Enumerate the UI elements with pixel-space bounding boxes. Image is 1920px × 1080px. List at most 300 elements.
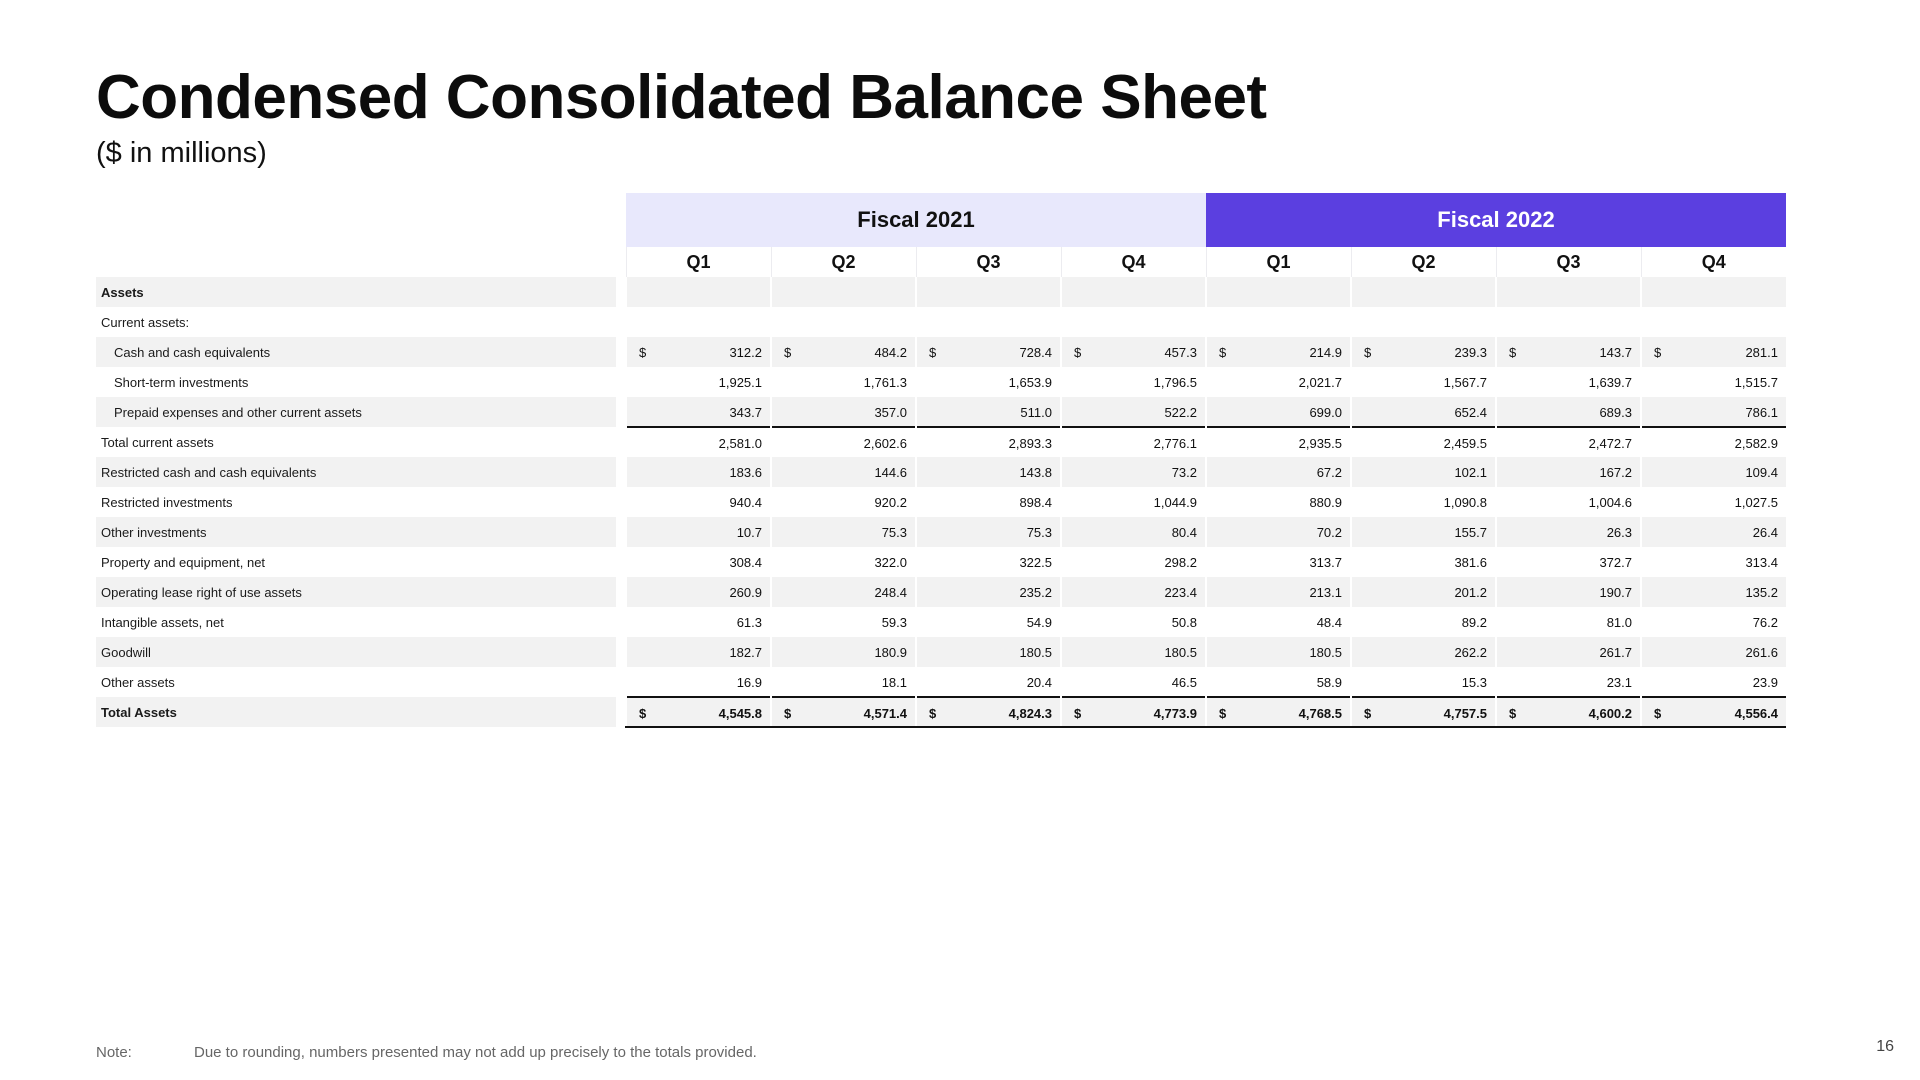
value-cell [916,487,1061,517]
cell-value: 261.7 [1599,645,1632,660]
value-cell [1351,607,1496,637]
currency-symbol: $ [1509,345,1517,360]
cell-value: 1,004.6 [1588,495,1632,510]
value-cell [1496,337,1641,367]
row-label: Intangible assets, net [101,614,224,630]
row-label: Operating lease right of use assets [96,577,616,607]
cell-value: 10.7 [736,525,762,540]
value-cell [626,577,771,607]
value-cell [626,397,771,427]
value-cell [1206,637,1351,667]
currency-symbol: $ [1219,345,1227,360]
cell-value: 4,571.4 [863,706,907,721]
cell-value: 381.6 [1454,555,1487,570]
page-title: Condensed Consolidated Balance Sheet [96,63,1267,132]
value-cell [1641,427,1786,457]
value-cell [1351,427,1496,457]
table-row [96,277,1786,307]
cell-value: 2,935.5 [1298,436,1342,451]
cell-value: 511.0 [1020,405,1052,420]
value-cell [916,337,1061,367]
cell-value: 281.1 [1745,345,1778,360]
value-cell [771,337,916,367]
value-cell [1206,457,1351,487]
value-cell [1206,607,1351,637]
value-cell [1641,487,1786,517]
value-cell [1351,637,1496,667]
value-cell [1351,397,1496,427]
value-cell [1206,517,1351,547]
row-gap [616,577,626,607]
currency-symbol: $ [1364,345,1372,360]
cell-value: 372.7 [1599,555,1632,570]
value-cell [771,427,916,457]
row-gap [616,487,626,517]
row-label: Total Assets [96,697,616,727]
value-cell [626,427,771,457]
value-cell [1496,577,1641,607]
currency-symbol: $ [1364,706,1372,721]
value-cell [1206,487,1351,517]
value-cell [1061,667,1206,697]
cell-value: 308.4 [729,555,762,570]
cell-value: 76.2 [1752,615,1778,630]
cell-value: 18.1 [881,675,907,690]
value-cell [1061,457,1206,487]
currency-symbol: $ [1074,706,1082,721]
row-label: Restricted investments [101,494,233,510]
value-cell [1351,667,1496,697]
cell-value: 54.9 [1026,615,1052,630]
row-label: Other assets [101,674,175,690]
value-cell [1496,277,1641,307]
cell-value: 2,581.0 [718,436,762,451]
value-cell [916,367,1061,397]
value-cell [1641,667,1786,697]
value-cell [1641,397,1786,427]
value-cell [1206,337,1351,367]
cell-value: 180.5 [1309,645,1342,660]
cell-value: 313.7 [1309,555,1342,570]
value-cell [1206,277,1351,307]
value-cell [771,697,916,727]
note-label: Note: [96,1044,132,1061]
cell-value: 260.9 [729,585,762,600]
value-cell [916,577,1061,607]
currency-symbol: $ [639,706,647,721]
cell-value: 4,773.9 [1153,706,1197,721]
value-cell [1351,697,1496,727]
row-label: Current assets: [101,314,190,330]
row-label: Short-term investments [114,374,249,390]
row-gap [616,307,626,337]
cell-value: 1,044.9 [1153,495,1197,510]
cell-value: 940.4 [729,495,762,510]
cell-value: 786.1 [1745,405,1778,420]
cell-value: 2,893.3 [1008,436,1052,451]
table-row [96,367,1786,397]
currency-symbol: $ [1654,706,1662,721]
currency-symbol: $ [784,706,792,721]
value-cell [1351,367,1496,397]
value-cell [1061,427,1206,457]
header-gap [616,193,626,247]
cell-value: 298.2 [1164,555,1197,570]
value-cell [626,667,771,697]
value-cell [1496,667,1641,697]
cell-value: 4,824.3 [1008,706,1052,721]
cell-value: 2,602.6 [863,436,907,451]
table-row [96,487,1786,517]
cell-value: 190.7 [1599,585,1632,600]
quarter-header: Q2 [771,247,916,277]
quarter-header-row [96,247,1786,277]
header-gap [616,247,626,277]
cell-value: 1,090.8 [1443,495,1487,510]
table-row [96,577,1786,607]
value-cell [916,547,1061,577]
cell-value: 1,515.7 [1734,375,1778,390]
row-gap [616,547,626,577]
value-cell [1496,457,1641,487]
cell-value: 183.6 [729,465,762,480]
value-cell [1641,637,1786,667]
cell-value: 4,556.4 [1734,706,1778,721]
value-cell [1496,517,1641,547]
cell-value: 180.9 [874,645,907,660]
table-row [96,637,1786,667]
cell-value: 728.4 [1019,345,1052,360]
cell-value: 2,776.1 [1153,436,1197,451]
value-cell [1061,487,1206,517]
value-cell [1496,547,1641,577]
currency-symbol: $ [929,706,937,721]
cell-value: 26.3 [1606,525,1632,540]
value-cell [1641,307,1786,337]
quarter-header: Q3 [1496,247,1641,277]
value-cell [1061,697,1206,727]
value-cell [916,607,1061,637]
value-cell [1351,547,1496,577]
cell-value: 59.3 [881,615,907,630]
cell-value: 1,639.7 [1588,375,1632,390]
value-cell [1061,337,1206,367]
value-cell [1206,697,1351,727]
cell-value: 898.4 [1019,495,1052,510]
value-cell [916,397,1061,427]
row-gap [616,277,626,307]
cell-value: 102.1 [1454,465,1487,480]
page-subtitle: ($ in millions) [96,137,267,169]
cell-value: 109.4 [1745,465,1778,480]
value-cell [1061,637,1206,667]
value-cell [626,367,771,397]
cell-value: 248.4 [874,585,907,600]
fiscal-year-header-row [96,193,1786,247]
value-cell [771,367,916,397]
value-cell [916,637,1061,667]
value-cell [1641,697,1786,727]
cell-value: 699.0 [1309,405,1342,420]
row-label: Other investments [96,517,616,547]
quarter-header: Q3 [916,247,1061,277]
table-row [96,307,1786,337]
row-gap [616,667,626,697]
cell-value: 1,796.5 [1153,375,1197,390]
value-cell [916,667,1061,697]
row-gap [616,397,626,427]
cell-value: 1,761.3 [863,375,907,390]
cell-value: 2,582.9 [1734,436,1778,451]
value-cell [1641,277,1786,307]
cell-value: 343.7 [729,405,762,420]
value-cell [1351,517,1496,547]
value-cell [1206,367,1351,397]
value-cell [1496,427,1641,457]
value-cell [771,607,916,637]
cell-value: 201.2 [1454,585,1487,600]
cell-value: 1,925.1 [718,375,762,390]
value-cell [1351,457,1496,487]
cell-value: 61.3 [736,615,762,630]
row-label: Assets [96,277,616,307]
quarter-header: Q1 [1206,247,1351,277]
cell-value: 23.1 [1606,675,1632,690]
value-cell [626,547,771,577]
cell-value: 143.7 [1599,345,1632,360]
page-number: 16 [1876,1038,1894,1055]
quarter-header: Q4 [1641,247,1786,277]
cell-value: 48.4 [1316,615,1342,630]
value-cell [1061,397,1206,427]
cell-value: 2,021.7 [1298,375,1342,390]
cell-value: 261.6 [1745,645,1778,660]
value-cell [1061,607,1206,637]
row-gap [616,697,626,727]
row-gap [616,427,626,457]
value-cell [916,697,1061,727]
value-cell [1351,307,1496,337]
cell-value: 135.2 [1745,585,1778,600]
table-row [96,667,1786,697]
cell-value: 920.2 [874,495,907,510]
value-cell [626,487,771,517]
value-cell [1061,367,1206,397]
quarter-header: Q4 [1061,247,1206,277]
currency-symbol: $ [1074,345,1082,360]
value-cell [1641,337,1786,367]
cell-value: 239.3 [1454,345,1487,360]
cell-value: 75.3 [1026,525,1052,540]
value-cell [1641,577,1786,607]
value-cell [1496,397,1641,427]
cell-value: 689.3 [1599,405,1632,420]
header-spacer [96,247,616,277]
table-row [96,607,1786,637]
currency-symbol: $ [784,345,792,360]
cell-value: 457.3 [1164,345,1197,360]
cell-value: 73.2 [1171,465,1197,480]
value-cell [771,487,916,517]
row-label: Prepaid expenses and other current assets [96,397,616,427]
cell-value: 80.4 [1171,525,1197,540]
value-cell [1641,607,1786,637]
cell-value: 180.5 [1019,645,1052,660]
value-cell [916,427,1061,457]
cell-value: 223.4 [1164,585,1197,600]
value-cell [1061,277,1206,307]
cell-value: 58.9 [1316,675,1342,690]
value-cell [1641,547,1786,577]
value-cell [1496,607,1641,637]
currency-symbol: $ [1654,345,1662,360]
cell-value: 2,472.7 [1588,436,1632,451]
header-spacer [96,193,616,247]
value-cell [1351,487,1496,517]
cell-value: 23.9 [1752,675,1778,690]
row-gap [616,337,626,367]
value-cell [1206,547,1351,577]
row-label: Restricted cash and cash equivalents [96,457,616,487]
table-row [96,397,1786,427]
row-label: Goodwill [96,637,616,667]
cell-value: 322.5 [1019,555,1052,570]
cell-value: 46.5 [1171,675,1197,690]
cell-value: 322.0 [874,555,907,570]
value-cell [1206,397,1351,427]
cell-value: 81.0 [1606,615,1632,630]
row-label: Property and equipment, net [101,554,266,570]
value-cell [1496,487,1641,517]
value-cell [1496,367,1641,397]
cell-value: 4,600.2 [1588,706,1632,721]
value-cell [626,457,771,487]
cell-value: 1,567.7 [1443,375,1487,390]
row-gap [616,367,626,397]
currency-symbol: $ [1509,706,1517,721]
value-cell [1351,337,1496,367]
cell-value: 312.2 [729,345,762,360]
note-text: Due to rounding, numbers presented may not add up precisely to the totals provided. [194,1044,757,1061]
fiscal-2022-header: Fiscal 2022 [1206,193,1786,247]
cell-value: 4,545.8 [718,706,762,721]
cell-value: 144.6 [874,465,907,480]
value-cell [1061,577,1206,607]
value-cell [1061,517,1206,547]
value-cell [916,277,1061,307]
cell-value: 15.3 [1461,675,1487,690]
table-row [96,457,1786,487]
value-cell [626,607,771,637]
value-cell [1496,307,1641,337]
cell-value: 16.9 [736,675,762,690]
cell-value: 167.2 [1599,465,1632,480]
cell-value: 155.7 [1454,525,1487,540]
balance-sheet-table [96,193,1786,728]
cell-value: 1,027.5 [1734,495,1778,510]
quarter-header: Q2 [1351,247,1496,277]
value-cell [771,547,916,577]
table-row [96,697,1786,727]
cell-value: 357.0 [874,405,907,420]
value-cell [771,667,916,697]
value-cell [771,637,916,667]
value-cell [1641,457,1786,487]
cell-value: 182.7 [729,645,762,660]
row-gap [616,607,626,637]
cell-value: 484.2 [874,345,907,360]
value-cell [916,457,1061,487]
value-cell [1496,637,1641,667]
value-cell [1641,517,1786,547]
cell-value: 262.2 [1454,645,1487,660]
cell-value: 522.2 [1164,405,1197,420]
fiscal-2021-header: Fiscal 2021 [626,193,1206,247]
cell-value: 652.4 [1454,405,1487,420]
row-label: Total current assets [101,434,214,450]
table-row [96,517,1786,547]
value-cell [1061,307,1206,337]
value-cell [771,277,916,307]
row-label: Cash and cash equivalents [96,337,616,367]
cell-value: 143.8 [1019,465,1052,480]
value-cell [626,277,771,307]
balance-sheet-body [96,277,1786,727]
value-cell [1206,667,1351,697]
value-cell [916,517,1061,547]
value-cell [771,307,916,337]
value-cell [1206,307,1351,337]
value-cell [771,517,916,547]
table-row [96,547,1786,577]
cell-value: 20.4 [1026,675,1052,690]
cell-value: 4,768.5 [1298,706,1342,721]
cell-value: 70.2 [1316,525,1342,540]
cell-value: 213.1 [1309,585,1342,600]
row-gap [616,637,626,667]
value-cell [626,307,771,337]
value-cell [1641,367,1786,397]
value-cell [1496,697,1641,727]
value-cell [916,307,1061,337]
cell-value: 1,653.9 [1008,375,1052,390]
cell-value: 2,459.5 [1443,436,1487,451]
quarter-header: Q1 [626,247,771,277]
cell-value: 235.2 [1019,585,1052,600]
row-gap [616,517,626,547]
table-row [96,427,1786,457]
cell-value: 880.9 [1309,495,1342,510]
cell-value: 50.8 [1171,615,1197,630]
value-cell [771,457,916,487]
value-cell [771,397,916,427]
currency-symbol: $ [929,345,937,360]
row-gap [616,457,626,487]
value-cell [626,697,771,727]
currency-symbol: $ [1219,706,1227,721]
cell-value: 180.5 [1164,645,1197,660]
cell-value: 214.9 [1309,345,1342,360]
currency-symbol: $ [639,345,647,360]
value-cell [626,517,771,547]
value-cell [1206,427,1351,457]
cell-value: 26.4 [1752,525,1778,540]
value-cell [771,577,916,607]
value-cell [626,337,771,367]
value-cell [1061,547,1206,577]
cell-value: 67.2 [1316,465,1342,480]
cell-value: 4,757.5 [1443,706,1487,721]
